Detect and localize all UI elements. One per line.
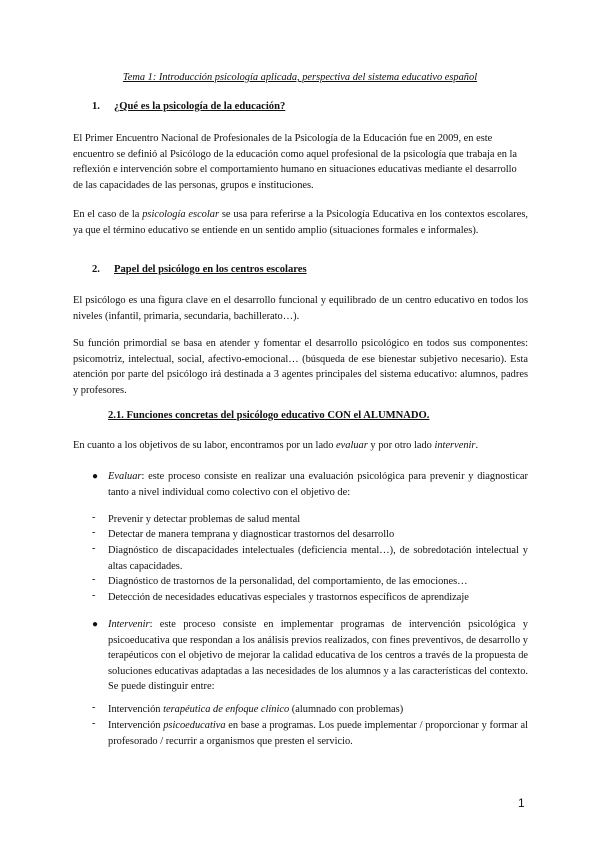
intervenir-item-2 <box>108 718 528 749</box>
section-2-paragraph-1: El psicólogo es una figura clave en el desarrollo funcional y equilibrado de un centro educativo en todos los niveles (infantil, primaria, secundaria, bachillerato…). <box>73 295 528 322</box>
section-2-title: Papel del psicólogo en los centros escolares <box>114 264 307 275</box>
section-2-paragraph-2: Su función primordial se basa en atender y fomentar el desarrollo psicológico en todos sus componentes: psicomotriz, intelectual, social, afectivo-emocional… (búsqueda de ese bienestar subjetivo necesario). Esta atención por parte del psicólogo irá destinada a 3 agentes principales del sistema educativo: alumnos, padres y profesores. <box>73 338 528 396</box>
dash-icon: - <box>92 590 96 601</box>
evaluar-item-5: Detección de necesidades educativas especiales y trastornos específicos de aprendizaje <box>108 592 469 603</box>
bullet-icon: ● <box>92 619 99 630</box>
document-title: Tema 1: Introducción psicología aplicada, perspectiva del sistema educativo español <box>122 72 478 83</box>
section-2-heading <box>92 264 307 275</box>
evaluar-item-4: Diagnóstico de trastornos de la personalidad, del comportamiento, de las emociones… <box>108 576 468 587</box>
section-2-1-intro <box>73 438 528 454</box>
page-number: 1 <box>518 796 525 810</box>
section-2-1-heading <box>108 410 429 421</box>
evaluar-text: : este proceso consiste en realizar una evaluación psicológica para prevenir y diagnosticar tanto a nivel individual como colectivo con el objetivo de: <box>108 471 528 498</box>
item-text: Intervención <box>108 704 164 715</box>
item-emphasis: psicoeducativa <box>163 720 226 731</box>
item-text: Intervención <box>108 720 164 731</box>
para-emphasis: psicología escolar <box>142 209 219 220</box>
para-text: En el caso de la <box>73 209 143 220</box>
dash-icon: - <box>92 527 96 538</box>
intervenir-text: : este proceso consiste en implementar programas de intervención psicológica y psicoeducativa que respondan a los análisis previos realizados, con fines preventivos, de desarrollo y terapéuticos con el objetivo de mejorar la calidad educativa de los centros a través de la propuesta de soluciones educativas adaptadas a las necesidades de los alumnos y a las características del contexto. Se puede distinguir entre: <box>108 619 528 693</box>
section-1-paragraph-2 <box>73 207 528 238</box>
intervenir-item-1 <box>108 702 528 718</box>
evaluar-item-2: Detectar de manera temprana y diagnosticar trastornos del desarrollo <box>108 529 395 540</box>
item-text: (alumnado con problemas) <box>289 704 404 715</box>
dash-icon: - <box>92 543 96 554</box>
para-text: En cuanto a los objetivos de su labor, encontramos por un lado <box>73 440 337 451</box>
evaluar-term: Evaluar <box>108 471 142 482</box>
item-text: en base a programas. Los puede implementar / proporcionar y formar al profesorado / recurrir a organismos que presten el servicio. <box>108 720 528 747</box>
section-1-number: 1. <box>92 101 100 112</box>
dash-icon: - <box>92 512 96 523</box>
evaluar-paragraph <box>108 469 528 500</box>
section-1-heading <box>92 101 285 112</box>
evaluar-item-3: Diagnóstico de discapacidades intelectuales (deficiencia mental…), de sobredotación intelectual y altas capacidades. <box>108 545 528 572</box>
dash-icon: - <box>92 718 96 729</box>
section-1-paragraph-1: El Primer Encuentro Nacional de Profesionales de la Psicología de la Educación fue en 2009, en este encuentro se definió al Psicólogo de la educación como aquel profesional de la psicología que trabaja en la reflexión e intervención sobre el comportamiento humano en situaciones educativas mediante el desarrollo de las capacidades de las personas, grupos e instituciones. <box>73 133 518 191</box>
bullet-icon: ● <box>92 471 99 482</box>
dash-icon: - <box>92 574 96 585</box>
para-emphasis: intervenir <box>434 440 476 451</box>
para-text: se usa para referirse a la Psicología Educativa en los contextos escolares, ya que el término educativo se entiende en un sentido amplio (situaciones formales e informales). <box>73 209 528 236</box>
intervenir-paragraph <box>108 617 528 695</box>
section-2-number: 2. <box>92 264 100 275</box>
dash-icon: - <box>92 702 96 713</box>
intervenir-term: Intervenir <box>108 619 150 630</box>
section-1-title: ¿Qué es la psicología de la educación? <box>114 101 286 112</box>
section-2-1-title: 2.1. Funciones concretas del psicólogo educativo CON el ALUMNADO. <box>108 410 430 421</box>
para-text: y por otro lado <box>367 440 435 451</box>
para-emphasis: evaluar <box>336 440 368 451</box>
item-emphasis: terapéutica de enfoque clínico <box>163 704 290 715</box>
evaluar-item-1: Prevenir y detectar problemas de salud mental <box>108 514 301 525</box>
para-text: . <box>475 440 479 451</box>
